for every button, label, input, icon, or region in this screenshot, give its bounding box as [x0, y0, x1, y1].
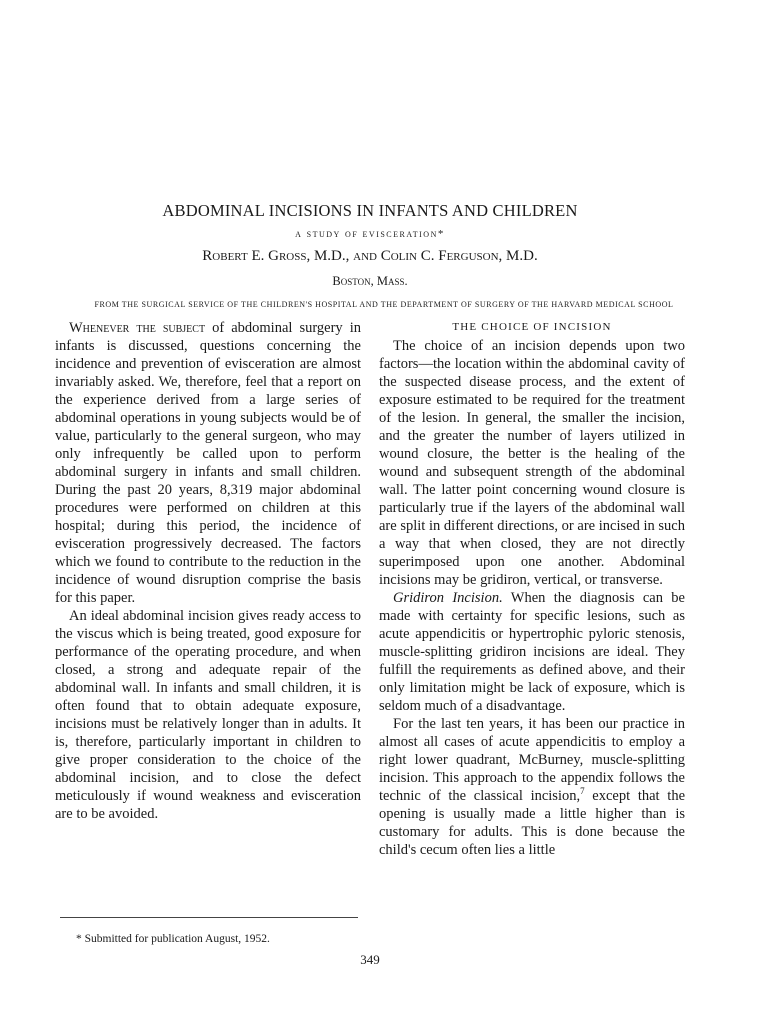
affiliation: FROM THE SURGICAL SERVICE OF THE CHILDREN'S HOSPITAL AND THE DEPARTMENT OF SURGERY OF THE HARVARD MEDICAL SCHOOL [94, 300, 674, 309]
article-subtitle: a study of evisceration* [295, 228, 445, 240]
gridiron-paragraph-text: When the diagnosis can be made with certainty for specific lesions, such as acute appendicitis or hypertrophic pyloric stenosis, muscle-splitting gridiron incisions are ideal. They fulfill the requirements as defined above, and their only limitation might be lack of exposure, which is seldom much of a disadvantage. [379, 590, 685, 714]
appendicitis-text-a: For the last ten years, it has been our practice in almost all cases of acute appendicitis to employ a right lower quadrant, McBurney, muscle-splitting incision. This approach to the appendix follows the technic of the classical incision, [379, 716, 685, 804]
authors: Robert E. Gross, M.D., and Colin C. Ferguson, M.D. [202, 248, 538, 264]
subsection-heading: Gridiron Incision. [393, 590, 503, 606]
choice-paragraph: The choice of an incision depends upon two factors—the location within the abdominal cavity of the suspected disease process, and the extent of exposure estimated to be required for the treatment of the lesion. In general, the smaller the incision, and the greater the number of layers utilized in wound closure, the better is the healing of the wound and subsequent strength of the abdominal wall. The latter point concerning wound closure is particularly true if the layers of the abdominal wall are split in different directions, or are incised in such a way that when closed, they are not directly superimposed upon one another. Abdominal incisions may be gridiron, vertical, or transverse. [379, 338, 685, 588]
section-heading: THE CHOICE OF INCISION [452, 321, 612, 333]
footnote: * Submitted for publication August, 1952. [76, 933, 270, 945]
reference-marker: 7 [580, 786, 585, 797]
intro-paragraph [55, 319, 361, 607]
location: Boston, Mass. [332, 274, 408, 288]
left-column [55, 319, 361, 823]
intro-paragraph-text: of abdominal surgery in infants is discussed, questions concerning the incidence and prevention of evisceration are almost invariably asked. We, therefore, feel that a report on the experience derived from a large series of abdominal operations in young subjects would be of value, particularly to the general surgeon, who may only infrequently be called upon to perform abdominal surgery in infants and small children. During the past 20 years, 8,319 major abdominal procedures were performed on children at this hospital; during this period, the incidence of evisceration progressively decreased. The factors which we found to contribute to the reduction in the incidence of wound disruption comprise the basis for this paper. [55, 320, 361, 606]
ideal-incision-paragraph: An ideal abdominal incision gives ready access to the viscus which is being treated, good exposure for performance of the operating procedure, and when closed, a strong and adequate repair of the abdominal wall. In infants and small children, it is often found that to obtain adequate exposure, incisions must be relatively longer than in adults. It is, therefore, particularly important in children to give proper consideration to the choice of the abdominal incision, and to close the defect meticulously if wound weakness and evisceration are to be avoided. [55, 608, 361, 822]
gridiron-paragraph [379, 589, 685, 715]
right-column [379, 319, 685, 859]
lead-in: Whenever the subject [69, 320, 206, 336]
article-title: ABDOMINAL INCISIONS IN INFANTS AND CHILDREN [162, 201, 578, 220]
appendicitis-paragraph [379, 715, 685, 859]
page-number: 349 [360, 952, 380, 967]
footnote-rule [60, 917, 358, 918]
appendicitis-text-b: except that the opening is usually made a little higher than is customary for adults. This is done because the child's cecum often lies a little [379, 788, 685, 858]
